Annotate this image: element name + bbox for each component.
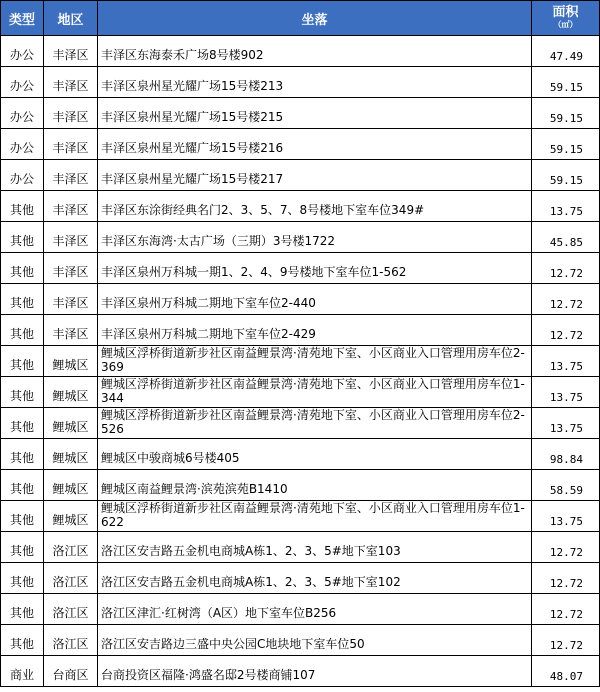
- cell-address: 丰泽区泉州万科城二期地下室车位2-440: [98, 284, 532, 315]
- cell-type: 其他: [1, 625, 44, 656]
- cell-address: 丰泽区东涂街经典名门2、3、5、7、8号楼地下室车位349#: [98, 191, 532, 222]
- cell-area: 13.75: [532, 191, 600, 222]
- cell-area: 13.75: [532, 377, 600, 408]
- cell-area: 12.72: [532, 284, 600, 315]
- cell-district: 丰泽区: [44, 222, 98, 253]
- cell-type: 办公: [1, 129, 44, 160]
- cell-type: 其他: [1, 222, 44, 253]
- cell-type: 其他: [1, 346, 44, 377]
- cell-type: 其他: [1, 315, 44, 346]
- cell-area: 12.72: [532, 594, 600, 625]
- table-row: [1, 160, 600, 191]
- cell-address: 丰泽区泉州万科城一期1、2、4、9号楼地下室车位1-562: [98, 253, 532, 284]
- header-district: 地区: [44, 1, 98, 36]
- cell-area: 12.72: [532, 315, 600, 346]
- header-type: 类型: [1, 1, 44, 36]
- table-header-row: [1, 1, 600, 36]
- cell-type: 其他: [1, 470, 44, 501]
- cell-address: 丰泽区泉州万科城二期地下室车位2-429: [98, 315, 532, 346]
- table-row: [1, 222, 600, 253]
- cell-type: 办公: [1, 98, 44, 129]
- cell-district: 丰泽区: [44, 191, 98, 222]
- cell-district: 丰泽区: [44, 315, 98, 346]
- header-area: [532, 1, 600, 36]
- table-row: [1, 67, 600, 98]
- cell-district: 丰泽区: [44, 98, 98, 129]
- cell-type: 办公: [1, 36, 44, 67]
- cell-district: 丰泽区: [44, 36, 98, 67]
- cell-address: 鲤城区浮桥街道新步社区南益鲤景湾·清苑地下室、小区商业入口管理用房车位1-344: [98, 377, 532, 408]
- cell-type: 其他: [1, 284, 44, 315]
- cell-district: 鲤城区: [44, 439, 98, 470]
- table-row: [1, 377, 600, 408]
- cell-address: 丰泽区东海湾·太古广场（三期）3号楼1722: [98, 222, 532, 253]
- table-row: [1, 594, 600, 625]
- cell-district: 鲤城区: [44, 408, 98, 439]
- cell-type: 其他: [1, 408, 44, 439]
- cell-area: 13.75: [532, 346, 600, 377]
- cell-type: 商业: [1, 656, 44, 687]
- cell-type: 其他: [1, 563, 44, 594]
- table-row: [1, 408, 600, 439]
- table-row: [1, 98, 600, 129]
- cell-address: 洛江区津汇·红树湾（A区）地下室车位B256: [98, 594, 532, 625]
- cell-area: 59.15: [532, 67, 600, 98]
- cell-address: 鲤城区浮桥街道新步社区南益鲤景湾·清苑地下室、小区商业入口管理用房车位1-622: [98, 501, 532, 532]
- cell-area: 47.49: [532, 36, 600, 67]
- cell-address: 鲤城区浮桥街道新步社区南益鲤景湾·清苑地下室、小区商业入口管理用房车位2-526: [98, 408, 532, 439]
- cell-address: 鲤城区中骏商城6号楼405: [98, 439, 532, 470]
- table-row: [1, 284, 600, 315]
- cell-address: 鲤城区浮桥街道新步社区南益鲤景湾·清苑地下室、小区商业入口管理用房车位2-369: [98, 346, 532, 377]
- cell-address: 洛江区安吉路边三盛中央公园C地块地下室车位50: [98, 625, 532, 656]
- cell-area: 59.15: [532, 160, 600, 191]
- cell-area: 12.72: [532, 253, 600, 284]
- cell-district: 丰泽区: [44, 129, 98, 160]
- header-area-unit: （㎡）: [553, 20, 578, 29]
- header-area-title: 面积: [552, 5, 579, 20]
- cell-area: 12.72: [532, 625, 600, 656]
- cell-area: 59.15: [532, 98, 600, 129]
- cell-address: 洛江区安吉路五金机电商城A栋1、2、3、5#地下室102: [98, 563, 532, 594]
- table-row: [1, 253, 600, 284]
- cell-district: 鲤城区: [44, 346, 98, 377]
- cell-district: 洛江区: [44, 532, 98, 563]
- cell-address: 丰泽区东海泰禾广场8号楼902: [98, 36, 532, 67]
- cell-district: 台商区: [44, 656, 98, 687]
- table-row: [1, 656, 600, 687]
- table-row: [1, 191, 600, 222]
- cell-type: 其他: [1, 253, 44, 284]
- header-address: 坐落: [98, 1, 532, 36]
- cell-district: 丰泽区: [44, 160, 98, 191]
- table-row: [1, 563, 600, 594]
- table-row: [1, 625, 600, 656]
- cell-district: 鲤城区: [44, 377, 98, 408]
- cell-district: 鲤城区: [44, 501, 98, 532]
- cell-type: 其他: [1, 377, 44, 408]
- cell-area: 48.07: [532, 656, 600, 687]
- cell-address: 丰泽区泉州星光耀广场15号楼215: [98, 98, 532, 129]
- cell-area: 59.15: [532, 129, 600, 160]
- table-row: [1, 315, 600, 346]
- cell-address: 鲤城区南益鲤景湾·滨苑滨苑B1410: [98, 470, 532, 501]
- cell-type: 其他: [1, 594, 44, 625]
- cell-district: 丰泽区: [44, 253, 98, 284]
- cell-type: 办公: [1, 160, 44, 191]
- cell-district: 洛江区: [44, 594, 98, 625]
- table-row: [1, 470, 600, 501]
- cell-address: 台商投资区福隆·鸿盛名邸2号楼商铺107: [98, 656, 532, 687]
- cell-district: 洛江区: [44, 625, 98, 656]
- cell-district: 丰泽区: [44, 284, 98, 315]
- cell-district: 鲤城区: [44, 470, 98, 501]
- cell-district: 丰泽区: [44, 67, 98, 98]
- cell-type: 其他: [1, 532, 44, 563]
- cell-area: 12.72: [532, 563, 600, 594]
- table-row: [1, 346, 600, 377]
- cell-area: 58.59: [532, 470, 600, 501]
- table-row: [1, 439, 600, 470]
- cell-type: 其他: [1, 191, 44, 222]
- cell-area: 13.75: [532, 408, 600, 439]
- table-row: [1, 532, 600, 563]
- cell-address: 洛江区安吉路五金机电商城A栋1、2、3、5#地下室103: [98, 532, 532, 563]
- table-row: [1, 129, 600, 160]
- table-row: [1, 501, 600, 532]
- cell-area: 13.75: [532, 501, 600, 532]
- table-row: [1, 36, 600, 67]
- cell-address: 丰泽区泉州星光耀广场15号楼213: [98, 67, 532, 98]
- cell-area: 12.72: [532, 532, 600, 563]
- cell-type: 办公: [1, 67, 44, 98]
- cell-type: 其他: [1, 439, 44, 470]
- cell-area: 98.84: [532, 439, 600, 470]
- cell-area: 45.85: [532, 222, 600, 253]
- cell-address: 丰泽区泉州星光耀广场15号楼216: [98, 129, 532, 160]
- cell-type: 其他: [1, 501, 44, 532]
- cell-address: 丰泽区泉州星光耀广场15号楼217: [98, 160, 532, 191]
- cell-district: 洛江区: [44, 563, 98, 594]
